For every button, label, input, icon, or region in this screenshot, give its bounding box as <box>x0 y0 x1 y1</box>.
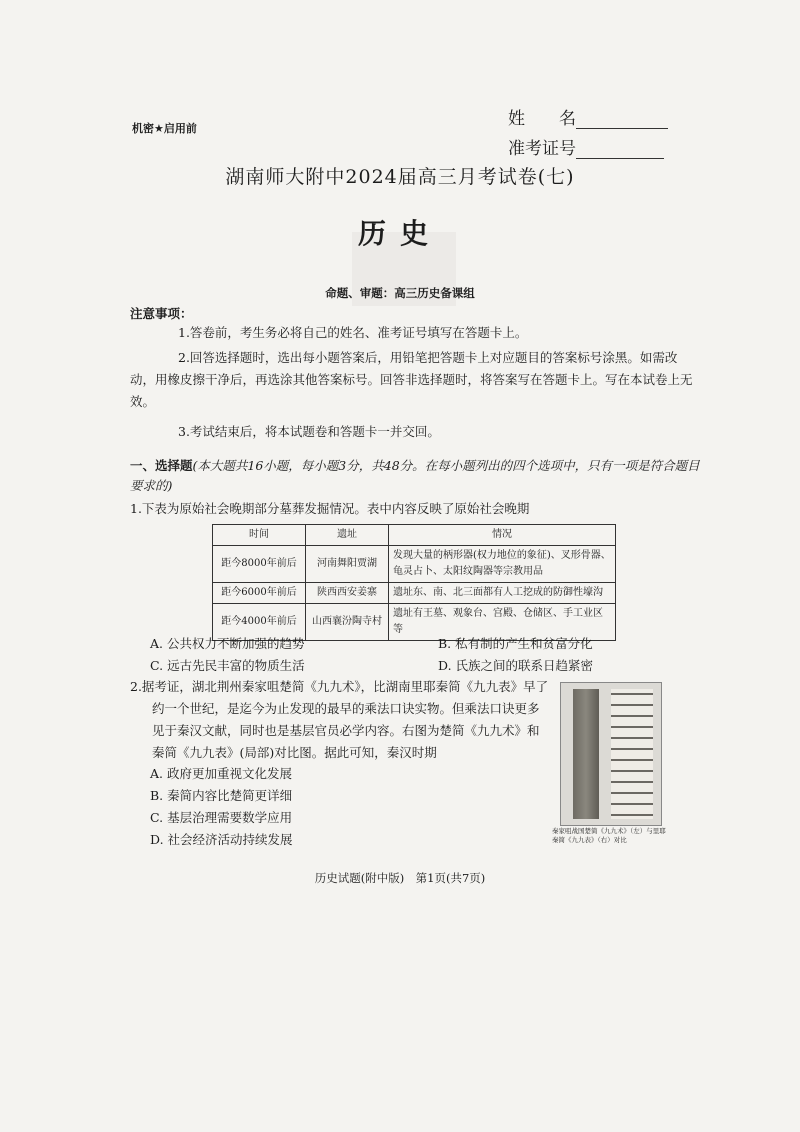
table-cell-time: 距今8000年前后 <box>213 546 306 583</box>
question-2-option-c[interactable]: C. 基层治理需要数学应用 <box>150 810 293 825</box>
exam-id-blank <box>576 140 664 159</box>
table-cell-site: 陕西西安姜寨 <box>306 583 389 604</box>
page-footer: 历史试题(附中版) 第1页(共7页) <box>314 871 486 885</box>
notice-item-1: 1.答卷前，考生务必将自己的姓名、准考证号填写在答题卡上。 <box>178 325 528 340</box>
table-row <box>213 583 616 604</box>
photo-caption: 秦家咀战国楚简《九九术》（左）与里耶秦简《九九表》（右）对比 <box>552 827 666 844</box>
notice-list <box>130 322 700 443</box>
exam-id-field <box>508 134 664 159</box>
exam-title: 湖南师大附中2024届高三月考试卷(七) <box>225 166 575 188</box>
question-1-option-a[interactable]: A. 公共权力不断加强的趋势 <box>150 636 305 651</box>
question-1-option-d[interactable]: D. 氏族之间的联系日趋紧密 <box>438 658 594 673</box>
question-1-stem: 1.下表为原始社会晚期部分墓葬发掘情况。表中内容反映了原始社会晚期 <box>130 501 530 516</box>
authors-line: 命题、审题：高三历史备课组 <box>325 286 475 300</box>
table-cell-situation: 遗址有王墓、观象台、宫殿、仓储区、手工业区等 <box>389 604 616 641</box>
exam-id-label: 准考证号 <box>508 139 576 159</box>
notice-item-3: 3.考试结束后，将本试题卷和答题卡一并交回。 <box>178 424 440 439</box>
question-1-option-c[interactable]: C. 远古先民丰富的物质生活 <box>150 658 305 673</box>
table-header-time: 时间 <box>213 525 306 546</box>
section-description: (本大题共16小题，每小题3分，共48分。在每小题列出的四个选项中，只有一项是符合题目要求的) <box>130 458 700 493</box>
subject-title: 历史 <box>357 217 442 250</box>
bamboo-slips-photo <box>560 682 662 826</box>
question-2-option-b[interactable]: B. 秦简内容比楚简更详细 <box>150 788 293 803</box>
name-label: 姓 名 <box>508 109 576 129</box>
notice-item-2: 2.回答选择题时，选出每小题答案后，用铅笔把答题卡上对应题目的答案标号涂黑。如需改动，用橡皮擦干净后，再选涂其他答案标号。回答非选择题时，将答案写在答题卡上。写在本试卷上无效。 <box>130 350 693 409</box>
table-cell-time: 距今4000年前后 <box>213 604 306 641</box>
table-header-site: 遗址 <box>306 525 389 546</box>
question-1-option-b[interactable]: B. 私有制的产生和贫富分化 <box>438 636 593 651</box>
question-2-text: 2.据考证，湖北荆州秦家咀楚简《九九术》，比湖南里耶秦简《九九表》早了约一个世纪，是迄今为止发现的最早的乘法口诀实物。但乘法口诀更多见于秦汉文献，同时也是基层官员必学内容。右图为楚简《九九术》和秦简《九九表》(局部)对比图。据此可知，秦汉时期 <box>130 679 549 760</box>
qin-slip-image <box>611 689 653 819</box>
question-2-stem <box>130 676 550 764</box>
table-cell-site: 河南舞阳贾湖 <box>306 546 389 583</box>
question-2-option-d[interactable]: D. 社会经济活动持续发展 <box>150 832 293 847</box>
name-field <box>508 104 668 129</box>
section-title: 一、选择题 <box>130 458 193 473</box>
chu-slip-image <box>573 689 599 819</box>
question-2-option-a[interactable]: A. 政府更加重视文化发展 <box>150 766 292 781</box>
table-cell-situation: 发现大量的柄形器(权力地位的象征)、叉形骨器、龟灵占卜、太阳纹陶器等宗教用品 <box>389 546 616 583</box>
confidential-label: 机密★启用前 <box>132 122 197 135</box>
table-cell-site: 山西襄汾陶寺村 <box>306 604 389 641</box>
table-row <box>213 546 616 583</box>
table-header-row <box>213 525 616 546</box>
table-cell-time: 距今6000年前后 <box>213 583 306 604</box>
table-cell-situation: 遗址东、南、北三面都有人工挖成的防御性壕沟 <box>389 583 616 604</box>
section-heading <box>130 456 700 496</box>
name-blank <box>576 110 668 129</box>
question-1-table <box>212 524 616 641</box>
notice-title: 注意事项： <box>130 306 193 321</box>
table-header-situation: 情况 <box>389 525 616 546</box>
